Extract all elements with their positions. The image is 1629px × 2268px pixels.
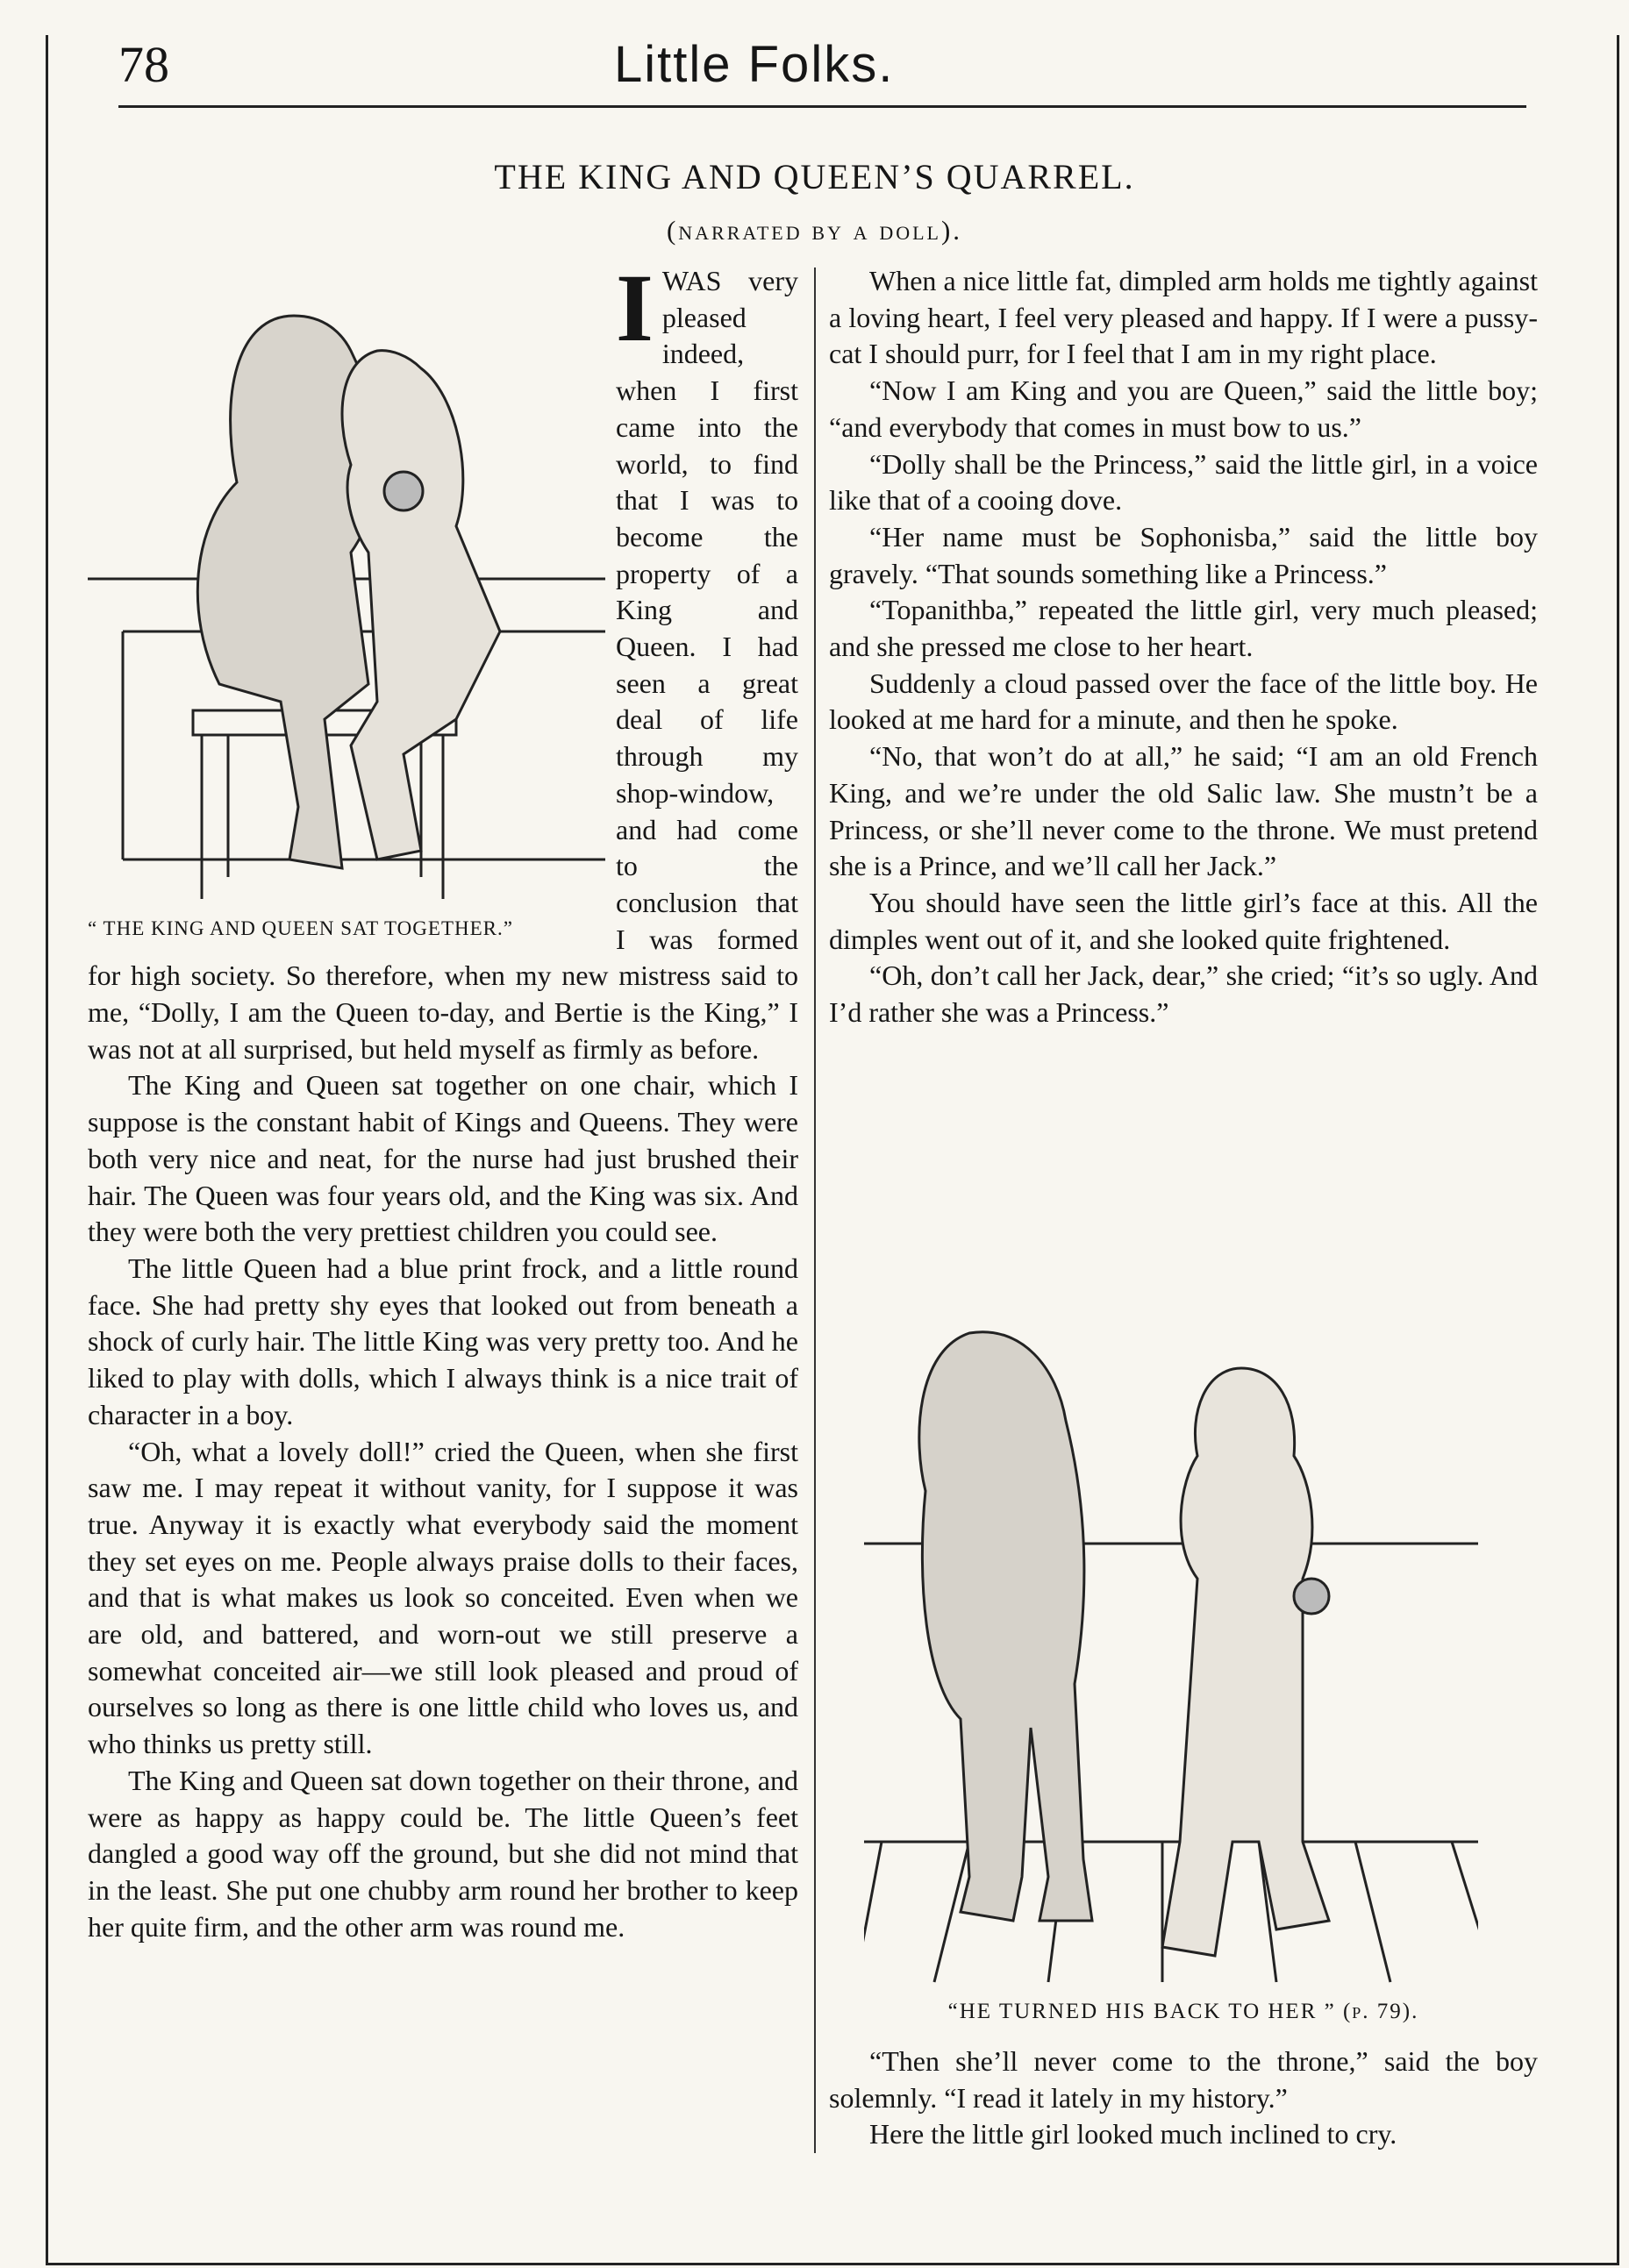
page-number: 78 (118, 36, 169, 93)
article-subtitle: (narrated by a doll). (666, 215, 963, 246)
magazine-title: Little Folks. (614, 36, 895, 93)
left-column (88, 254, 798, 1945)
caption-king-queen: “ THE KING AND QUEEN SAT TOGETHER.” (88, 917, 513, 940)
right-column-bottom (829, 2043, 1538, 2153)
illustration-king-queen (88, 263, 605, 947)
paragraph: The King and Queen sat down together on their throne, and were as happy as happy could be. The little Queen’s feet dangled a good way off the ground, but she did not mind that in the least. She put one chubby arm round her brother to keep her quite firm, and the other arm was round me. (88, 1764, 798, 1943)
engraving-children-on-chair (88, 263, 605, 912)
paragraph: “No, that won’t do at all,” he said; “I am an old French King, and we’re under the old Salic law. She mustn’t be a Princess, or she’ll never come to the throne. We must pretend she is a Prince, and we’ll call her Jack.” (829, 740, 1538, 882)
engraving-boy-and-girl (864, 1316, 1478, 1991)
paragraph: “Topanithba,” repeated the little girl, very much pleased; and she pressed me close to her heart. (829, 594, 1538, 663)
right-column (829, 263, 1538, 1031)
drop-cap: I (616, 254, 654, 361)
column-divider (814, 267, 816, 2153)
paragraph: The little Queen had a blue print frock, and a little round face. She had pretty shy eyes that looked out from beneath a shock of curly hair. The little King was very pretty too. And he liked to play with dolls, which I always think is a nice trait of character in a boy. (88, 1252, 798, 1430)
paragraph: “Oh, don’t call her Jack, dear,” she cried; “it’s so ugly. And I’d rather she was a Princess.” (829, 959, 1538, 1029)
paragraph: WAS very pleased indeed, when I first came into the world, to find that I was to become the property of a King and Queen. I had seen a great deal of life through my shop-window, and had come to the conclusion that I was formed for high society. So therefore, when my new mistress said to me, “Dolly, I am the Queen to-day, and Bertie is the King,” I was not at all surprised, but held myself as firmly as before. (88, 265, 798, 1065)
paragraph: When a nice little fat, dimpled arm holds me tightly against a loving heart, I feel very pleased and happy. If I were a pussy-cat I should purr, for I feel that I am in my right place. (829, 265, 1538, 370)
paragraph: Suddenly a cloud passed over the face of the little boy. He looked at me hard for a minute, and then he spoke. (829, 667, 1538, 736)
header-rule (118, 105, 1526, 108)
paragraph: “Her name must be Sophonisba,” said the little boy gravely. “That sounds something like a Princess.” (829, 520, 1538, 589)
caption-turned-back: “HE TURNED HIS BACK TO HER ” (p. 79). (947, 2000, 1419, 2023)
paragraph: “Oh, what a lovely doll!” cried the Queen, when she first saw me. I may repeat it without vanity, for I suppose it was true. Anyway it is exactly what everybody said the moment they set eyes on me. People always praise dolls to their faces, and that is what makes us look so conceited. Even when we are old, and battered, and worn-out we still preserve a somewhat conceited air—we still look pleased and proud of ourselves so long as there is one little child who loves us, and who thinks us pretty still. (88, 1435, 798, 1760)
paragraph: “Then she’ll never come to the throne,” said the boy solemnly. “I read it lately in my history.” (829, 2045, 1538, 2114)
illustration-turned-back (864, 1316, 1478, 1991)
paragraph: Here the little girl looked much inclined to cry. (869, 2118, 1397, 2150)
paragraph: “Dolly shall be the Princess,” said the little girl, in a voice like that of a cooing dove. (829, 447, 1538, 517)
paragraph: The King and Queen sat together on one chair, which I suppose is the constant habit of Kings and Queens. They were both very nice and neat, for the nurse had just brushed their hair. The Queen was four years old, and the King was six. And they were both the very prettiest children you could see. (88, 1069, 798, 1248)
paragraph: You should have seen the little girl’s face at this. All the dimples went out of it, and she looked quite frightened. (829, 886, 1538, 955)
article-title: THE KING AND QUEEN’S QUARREL. (494, 157, 1135, 196)
paragraph: “Now I am King and you are Queen,” said the little boy; “and everybody that comes in must bow to us.” (829, 374, 1538, 443)
